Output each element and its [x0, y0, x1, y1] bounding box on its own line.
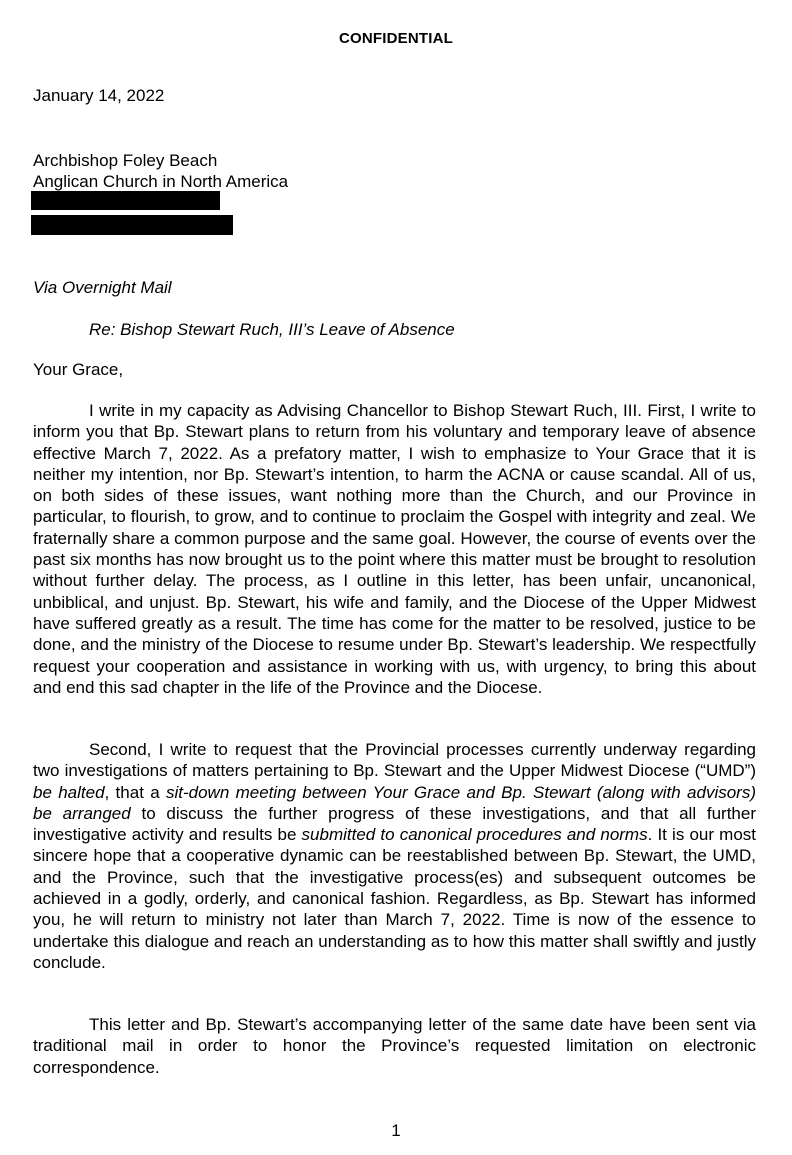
redacted-address-line-1 — [31, 191, 220, 210]
recipient-name: Archbishop Foley Beach — [33, 151, 218, 170]
salutation: Your Grace, — [33, 360, 124, 379]
para2-emphasis-meeting: sit-down meeting between Your Grace and Bp. Stewart (along with advisors) be arranged — [33, 782, 756, 823]
body-paragraph-1: I write in my capacity as Advising Chancellor to Bishop Stewart Ruch, III. First, I write to inform you that Bp. Stewart plans to return from his voluntary and temporary leave of absence effective March 7, 2022. As a prefatory matter, I wish to emphasize to Your Grace that it is neither my intention, nor Bp. Stewart’s intention, to harm the ACNA or cause scandal. All of us, on both sides of these issues, want nothing more than the Church, and our Province in particular, to flourish, to grow, and to continue to proclaim the Gospel with integrity and zeal. We fraternally share a common purpose and the same goal. However, the course of events over the past six months has now brought us to the point where this matter must be brought to resolution without further delay. The process, as I outline in this letter, has been unfair, uncanonical, unbiblical, and unjust. Bp. Stewart, his wife and family, and the Diocese of the Upper Midwest have suffered greatly as a result. The time has come for the matter to be resolved, justice to be done, and the ministry of the Diocese to resume under Bp. Stewart’s leadership. We respectfully request your cooperation and assistance in working with us, with urgency, to bring this about and end this sad chapter in the life of the Province and the Diocese. — [33, 401, 756, 697]
redacted-address-line-2 — [31, 215, 233, 235]
para2-text-4: . It is our most sincere hope that a cooperative dynamic can be reestablished between Bp. Stewart, the UMD, and the Province, such that the investigative process(es) and subsequent outcomes be achieved in a godly, orderly, and canonical fashion. Regardless, as Bp. Stewart has informed you, he will return to ministry not later than March 7, 2022. Time is now of the essence to undertake this dialogue and reach an understanding as to how this matter shall swiftly and justly conclude. — [33, 825, 757, 972]
recipient-address — [33, 150, 288, 192]
body-paragraph-3: This letter and Bp. Stewart’s accompanying letter of the same date have been sent via traditional mail in order to honor the Province’s requested limitation on electronic correspondence. — [33, 1015, 756, 1077]
recipient-organization: Anglican Church in North America — [33, 172, 289, 191]
body-paragraph-2 — [33, 739, 756, 973]
para2-emphasis-halted: be halted — [33, 782, 105, 802]
page-number: 1 — [391, 1121, 401, 1140]
para2-text-2: , that a — [104, 782, 166, 802]
para2-emphasis-canonical: submitted to canonical procedures and norms — [301, 825, 648, 845]
para2-text-3: to discuss the further progress of these investigations, and that all further investigative activity and results be — [33, 803, 756, 845]
confidential-header: CONFIDENTIAL — [338, 30, 454, 47]
subject-line: Re: Bishop Stewart Ruch, III’s Leave of Absence — [89, 320, 455, 339]
para2-text-1: Second, I write to request that the Provincial processes currently underway regarding two investigations of matters pertaining to Bp. Stewart and the Upper Midwest Diocese (“UMD”) — [33, 740, 756, 781]
delivery-method: Via Overnight Mail — [33, 278, 172, 297]
letter-date: January 14, 2022 — [33, 86, 165, 105]
